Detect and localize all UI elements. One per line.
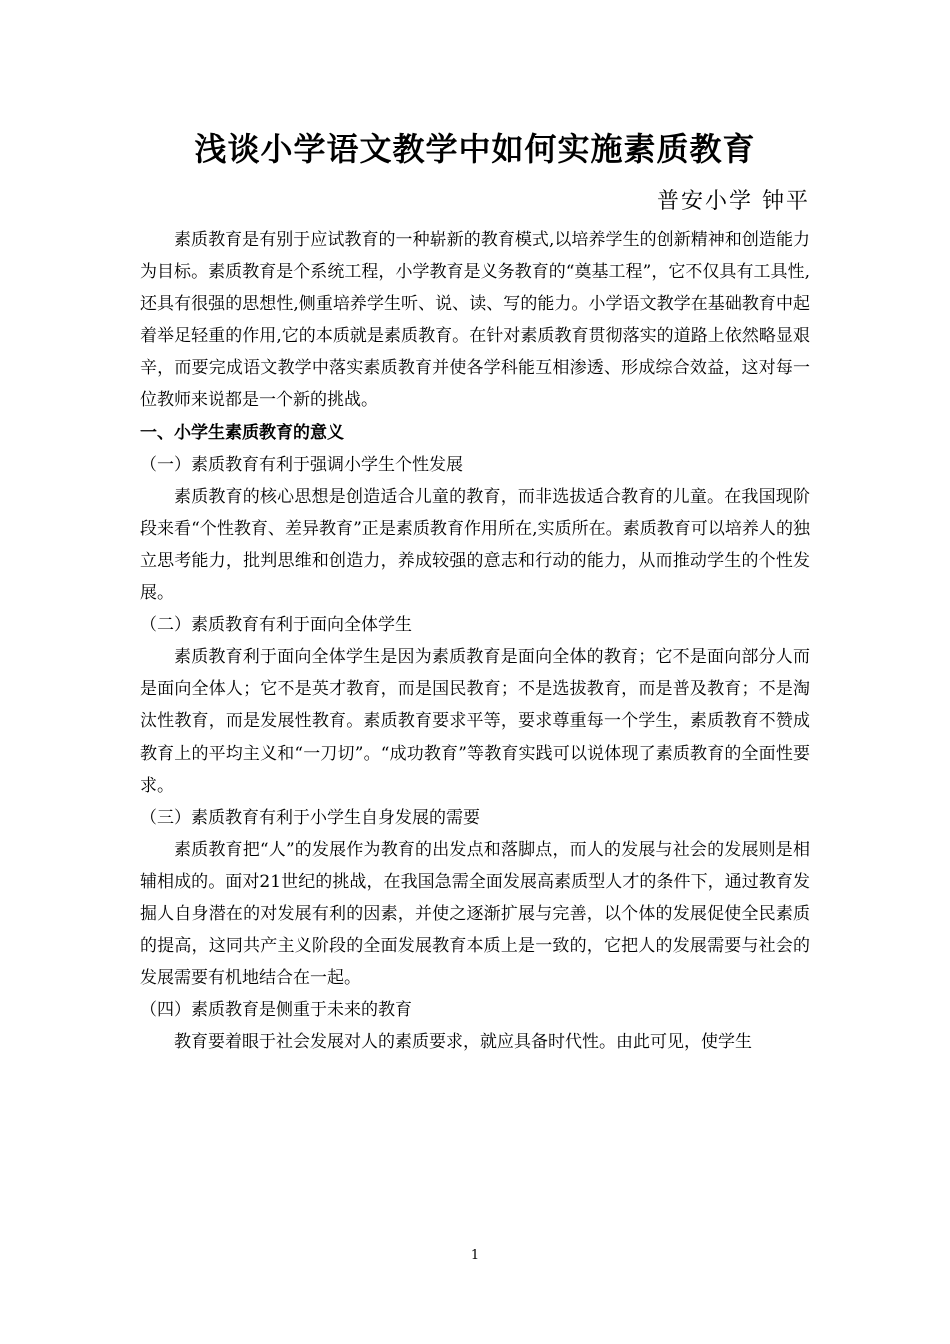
page-number: 1 xyxy=(470,1248,480,1263)
author-line: 普安小学 钟平 xyxy=(657,189,810,214)
document-body xyxy=(140,224,810,1058)
subsection-heading: （四）素质教育是侧重于未来的教育 xyxy=(140,1000,412,1021)
paragraph: 教育要着眼于社会发展对人的素质要求，就应具备时代性。由此可见，使学生 xyxy=(174,1032,752,1053)
subsection-heading: （三）素质教育有利于小学生自身发展的需要 xyxy=(140,807,480,828)
paragraph: 素质教育的核心思想是创造适合儿童的教育，而非选拔适合教育的儿童。在我国现阶段来看“个性教育、差异教育”正是素质教育作用所在,实质所在。素质教育可以培养人的独立思考能力，批判思维和创造力，养成较强的意志和行动的能力，从而推动学生的个性发展。 xyxy=(140,486,810,604)
subsection-heading: （二）素质教育有利于面向全体学生 xyxy=(140,615,412,636)
paragraph: 素质教育把“人”的发展作为教育的出发点和落脚点，而人的发展与社会的发展则是相辅相成的。面对21世纪的挑战，在我国急需全面发展高素质型人才的条件下，通过教育发掘人自身潜在的对发展有利的因素，并使之逐渐扩展与完善，以个体的发展促使全民素质的提高，这同共产主义阶段的全面发展教育本质上是一致的，它把人的发展需要与社会的发展需要有机地结合在一起。 xyxy=(140,839,810,989)
paragraph-intro: 素质教育是有别于应试教育的一种崭新的教育模式,以培养学生的创新精神和创造能力为目标。素质教育是个系统工程，小学教育是义务教育的“奠基工程”，它不仅具有工具性,还具有很强的思想性,侧重培养学生听、说、读、写的能力。小学语文教学在基础教育中起着举足轻重的作用,它的本质就是素质教育。在针对素质教育贯彻落实的道路上依然略显艰辛，而要完成语文教学中落实素质教育并使各学科能互相渗透、形成综合效益，这对每一位教师来说都是一个新的挑战。 xyxy=(140,230,810,411)
section-heading: 一、小学生素质教育的意义 xyxy=(140,422,344,443)
paragraph: 素质教育利于面向全体学生是因为素质教育是面向全体的教育；它不是面向部分人而是面向全体人；它不是英才教育，而是国民教育；不是选拔教育，而是普及教育；不是淘汰性教育，而是发展性教育。素质教育要求平等，要求尊重每一个学生，素质教育不赞成教育上的平均主义和“一刀切”。“成功教育”等教育实践可以说体现了素质教育的全面性要求。 xyxy=(140,647,810,796)
document-title: 浅谈小学语文教学中如何实施素质教育 xyxy=(194,130,756,168)
subsection-heading: （一）素质教育有利于强调小学生个性发展 xyxy=(140,454,463,475)
